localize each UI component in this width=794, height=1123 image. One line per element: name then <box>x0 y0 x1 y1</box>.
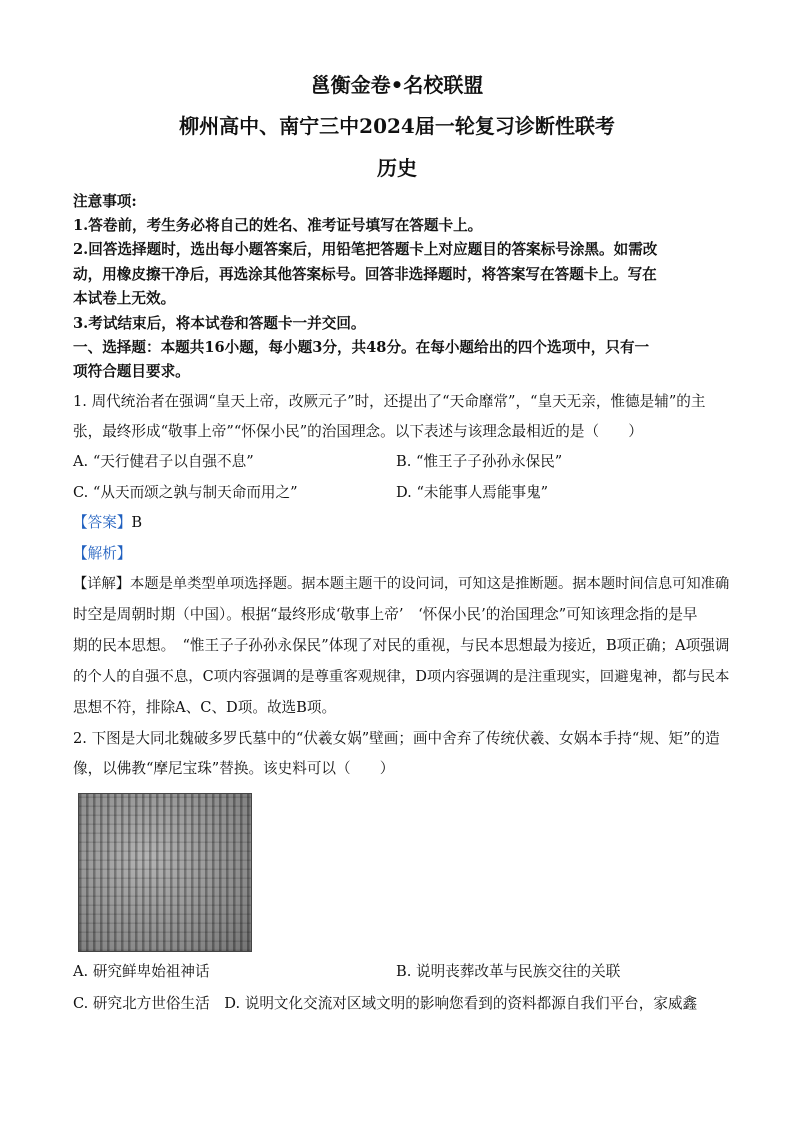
q2-stem-line-2: 像，以佛教“摩尼宝珠”替换。该史料可以（ ） <box>73 760 395 777</box>
subject-title: 历史 <box>377 156 417 180</box>
q1-detail-line-4: 的个人的自强不息，C项内容强调的是尊重客观规律，D项内容强调的是注重现实，回避鬼神，都与民本 <box>73 669 730 685</box>
notes-heading: 注意事项: <box>73 193 137 210</box>
note-2-line-1: 2.回答选择题时，选出每小题答案后，用铅笔把答题卡上对应题目的答案标号涂黑。如需改 <box>73 241 658 258</box>
section-intro-line-1: 一、选择题：本题共16小题，每小题3分，共48分。在每小题给出的四个选项中，只有一 <box>73 339 650 356</box>
q1-detail-line-3: 期的民本思想。 “惟王子子孙孙永保民”体现了对民的重视，与民本思想最为接近，B项正确；A项强调 <box>73 637 730 654</box>
note-1: 1.答卷前，考生务必将自己的姓名、准考证号填写在答题卡上。 <box>73 217 483 234</box>
answer-tag: 【答案】 <box>73 514 132 531</box>
q1-answer <box>73 513 142 533</box>
note-2-line-3: 本试卷上无效。 <box>73 290 176 307</box>
q2-option-b: B. 说明丧葬改革与民族交往的关联 <box>396 963 621 980</box>
q2-options-c-d: C. 研究北方世俗生活 D. 说明文化交流对区域文明的影响您看到的资料都源自我们平台，家威鑫 <box>73 995 698 1012</box>
answer-value: B <box>131 514 143 531</box>
q1-detail-line-1: 【详解】本题是单类型单项选择题。据本题主题干的设问词，可知这是推断题。据本题时间信息可知准确 <box>73 576 730 592</box>
alliance-title: 邕衡金卷•名校联盟 <box>310 73 484 97</box>
q1-option-c: C. “从天而颂之孰与制天命而用之” <box>73 484 298 501</box>
q1-stem-line-2: 张，最终形成“敬事上帝”“怀保小民”的治国理念。以下表述与该理念最相近的是（ ） <box>73 423 643 440</box>
q2-option-a: A. 研究鲜卑始祖神话 <box>73 963 210 980</box>
mural-image <box>78 793 252 952</box>
section-intro-line-2: 项符合题目要求。 <box>73 363 190 380</box>
note-3: 3.考试结束后，将本试卷和答题卡一并交回。 <box>73 315 366 332</box>
note-2-line-2: 动，用橡皮擦干净后，再选涂其他答案标号。回答非选择题时，将答案写在答题卡上。写在 <box>73 266 657 283</box>
q1-detail-line-2: 时空是周朝时期（中国）。根据“最终形成‘敬事上帝’ ‘怀保小民’的治国理念”可知该理念指的是早 <box>73 606 698 623</box>
q1-option-a: A. “天行健君子以自强不息” <box>73 453 254 470</box>
exam-title: 柳州高中、南宁三中2024届一轮复习诊断性联考 <box>179 114 615 138</box>
q1-analysis-tag <box>73 544 131 564</box>
q1-option-b: B. “惟王子子孙孙永保民” <box>396 453 563 470</box>
q2-stem-line-1: 2. 下图是大同北魏破多罗氏墓中的“伏羲女娲”壁画；画中舍弃了传统伏羲、女娲本手持“规、矩”的造 <box>73 730 720 747</box>
q1-stem-line-1: 1. 周代统治者在强调“皇天上帝，改厥元子”时，还提出了“天命靡常”，“皇天无亲，惟德是辅”的主 <box>73 393 706 410</box>
q1-option-d: D. “未能事人焉能事鬼” <box>396 484 549 501</box>
q1-detail-line-5: 思想不符，排除A、C、D项。故选B项。 <box>73 699 337 716</box>
analysis-tag: 【解析】 <box>73 545 132 562</box>
